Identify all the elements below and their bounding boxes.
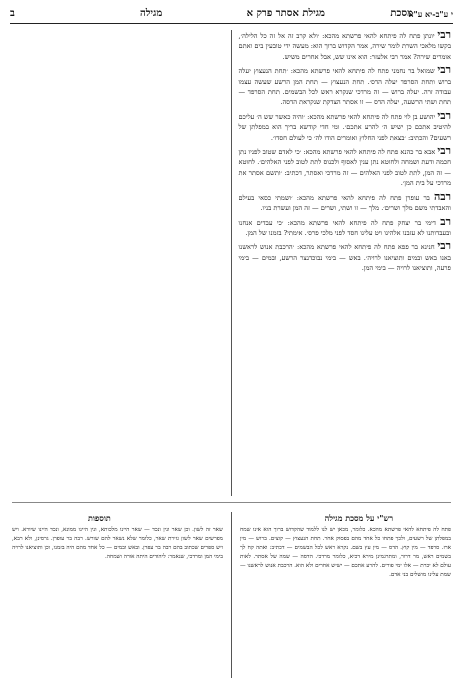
gemara-paragraph bbox=[238, 189, 452, 214]
paragraph-text: אבא בר כהנא פתח לה פיתחא להאי פרשתא מהכא: ׳כי לאדם שטוב לפניו נתן חכמה ודעת ושמחה ולחוטא נתן ענין לאסוף ולכנוס לתת לטוב לפני האלהים׳. לחוטא — זה המן, לתת לטוב לפני האלהים — זה מרדכי ואסתר, דכתיב: ׳ותשם אסתר את מרדכי על בית המן׳. bbox=[238, 148, 451, 188]
tosafot-title: תוספות bbox=[88, 513, 111, 523]
running-header bbox=[10, 6, 453, 22]
gemara-paragraph bbox=[239, 146, 452, 189]
tractate-label: מסכת bbox=[390, 8, 413, 19]
page-number: י ע"ב-יא ע"א bbox=[408, 9, 453, 19]
gemara-paragraph bbox=[239, 65, 452, 108]
gemara-paragraph bbox=[238, 108, 452, 143]
paragraph-lead-word: רבה bbox=[433, 189, 451, 203]
chapter-title: מגילת אסתר פרק א bbox=[246, 8, 325, 19]
paragraph-lead-word: רבי bbox=[437, 108, 451, 122]
rashi-text: פתח לה פיתחא להאי פרשתא מהכא. כלומר, מכאן יש לנו ללמוד שהקדוש ברוך הוא אינו שמח במפלתן של רשעים, ולכך פתחו כל אחד מהם בפסוק אחר. תחת הנעצוץ — קוצים. ברוש — מין ארז. סרפד — מין קוץ. הדס — מין עץ בשם. נקרא ראש לכל הבשמים — דכתיב: ואתה קח לך בשמים ראש, מר דרור, ומתרגמינן מירא דכיא, כלומר מרדכי. הדסה — שמה של אסתר. לאות עולם לא יכרת — אלו ימי פורים. להרע אתכם — ישיש אחרים ולא הוא. הרכבת אנוש לראשנו — שמת עלינו מושלים בני אדם. bbox=[240, 527, 451, 578]
paragraph-text: בר עופרן פתח לה פיתחא להאי פרשתא מהכא: ׳ושמתי כסאי בעילם והאבדתי משם מלך ושרים׳. מלך — זו ושתי, ושרים — זה המן ועשרת בניו. bbox=[238, 193, 451, 213]
paragraph-lead-word: רבי bbox=[437, 63, 451, 77]
gemara-paragraph bbox=[239, 241, 452, 273]
page-letter: ב bbox=[10, 8, 15, 19]
commentary-separator bbox=[12, 502, 451, 503]
rashi-title: רש"י על מסכת מגילה bbox=[324, 513, 393, 523]
gemara-paragraph bbox=[238, 214, 452, 239]
tosafot-commentary bbox=[12, 526, 223, 678]
rashi-commentary bbox=[240, 526, 451, 678]
paragraph-lead-word: רבי bbox=[437, 239, 451, 253]
paragraph-text: יהושע בן לוי פתח לה פיתחא להאי פרשתא מהכא: ׳והיה כאשר שש ה׳ עליכם להיטיב אתכם כן ישיש ה׳ להרע אתכם׳. ומי חדי קודשא בריך הוא במפלתן של רשעים? והכתיב: ׳בצאת לפני החלוץ ואומרים הודו לה׳ כי לעולם חסדו׳. bbox=[238, 112, 451, 142]
paragraph-text: דימי בר יצחק פתח לה פיתחא להאי פרשתא מהכא: ׳כי עבדים אנחנו ובעבדותנו לא עזבנו אלהינו ויט עלינו חסד לפני מלכי פרס׳. אימתי? בזמנו של המן. bbox=[238, 218, 451, 237]
paragraph-text: שמואל בר נחמני פתח לה פיתחא להאי פרשתא מהכא: ׳תחת הנעצוץ יעלה ברוש ותחת הסרפד יעלה הדס׳. תחת הנעצוץ — תחת המן הרשע שעשה עצמו עבודה זרה. יעלה ברוש — זה מרדכי שנקרא ראש לכל הבשמים. תחת הסרפד — תחת ושתי הרשעה, יעלה הדס — זו אסתר הצדקת שנקראת הדסה. bbox=[238, 67, 451, 107]
folio-title: מגילה bbox=[140, 8, 163, 19]
tosafot-text: שאר זה לשון. וכן שאר ונין ונכד — שאר היינו מלכותא, ונין היינו ממונא, ונכד היינו שיורא. ויש מפרשים שאר לשון גזירת שאר, כלומר שלא נשאר להם שורש. רבה בר עופרן. גרסינן, ולא רבא, ויש ספרים שכתוב בהם רבה בר עפרן. ובאש ובמים — כל אחד מהם היה בזמנו, וכן ותוציאנו לרויה בימי המן ומרדכי, שנאמר: ליהודים היתה אורה ושמחה. bbox=[12, 527, 223, 560]
paragraph-text: חנינא בר פפא פתח לה פיתחא להאי פרשתא מהכא: ׳הרכבת אנוש לראשנו באנו באש ובמים ותוציאנו לרויה׳. באש — בימי נבוכדנצר הרשע, ובמים — בימי פרעה, ותוציאנו לרויה — בימי המן. bbox=[238, 243, 451, 273]
column-divider bbox=[231, 30, 232, 496]
header-divider bbox=[10, 23, 453, 24]
paragraph-lead-word: רבי bbox=[437, 144, 451, 158]
gemara-paragraph bbox=[239, 30, 452, 62]
paragraph-lead-word: רב bbox=[440, 214, 451, 228]
paragraph-text: יונתן פתח לה פיתחא להאי פרשתא מהכא: ׳ולא קרב זה אל זה כל הלילה׳, בקשו מלאכי השרת לומר שירה, אמר הקדוש ברוך הוא: מעשה ידי טובעין בים ואתם אומרים שירה? אמר רבי אלעזר: הוא אינו שש, אבל אחרים משיש. bbox=[238, 32, 451, 61]
commentary-divider bbox=[231, 512, 232, 678]
paragraph-lead-word: רבי bbox=[437, 28, 451, 41]
